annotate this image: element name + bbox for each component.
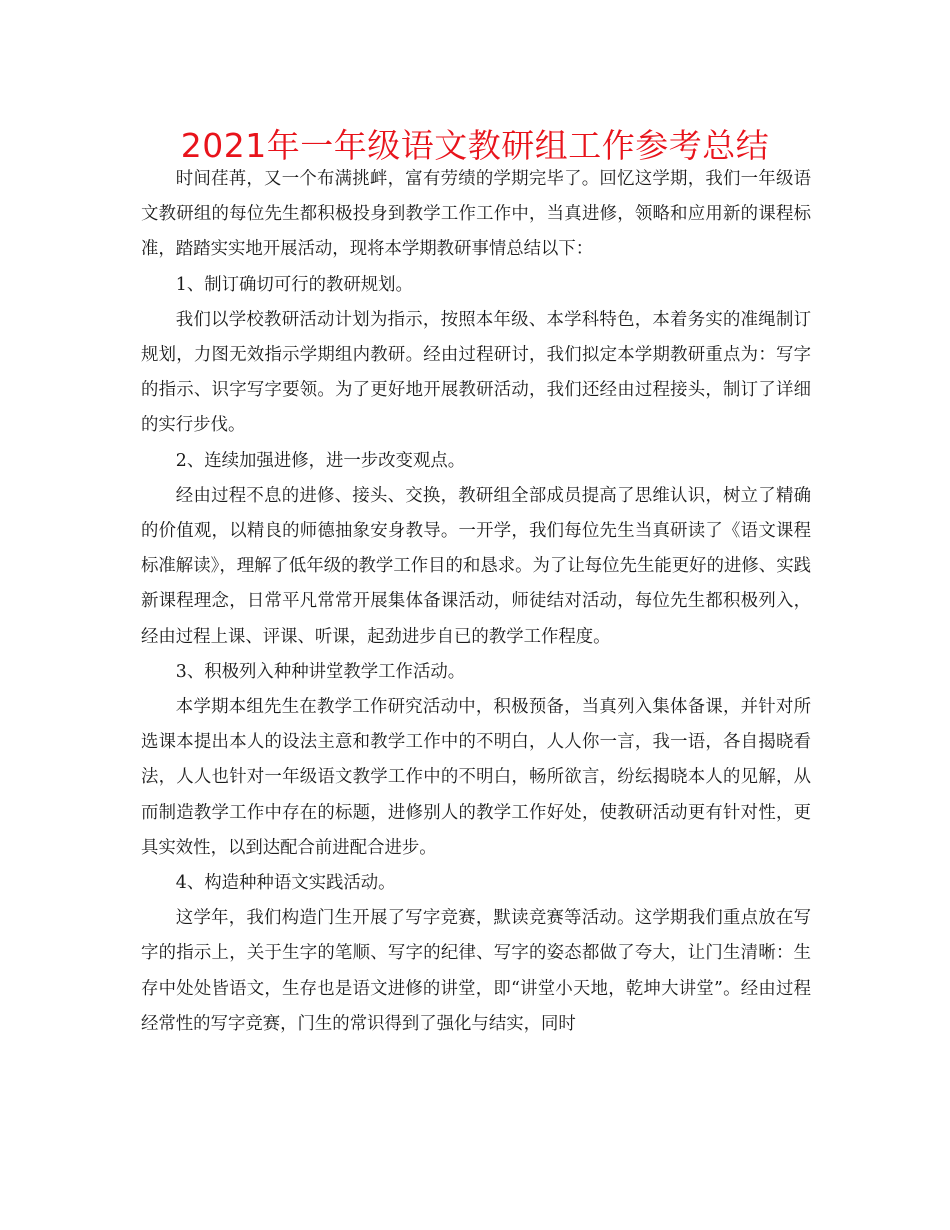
paragraph-section-4: 这学年，我们构造门生开展了写字竞赛，默读竞赛等活动。这学期我们重点放在写字的指示上，关于生字的笔顺、写字的纪律、写字的姿态都做了夸大，让门生清晰：生存中处处皆语文，生存也是语文进修的讲堂，即“讲堂小天地，乾坤大讲堂”。经由过程经常性的写字竞赛，门生的常识得到了强化与结实，同时 [141,908,811,1034]
page-title: 2021年一年级语文教研组工作参考总结 [180,126,770,165]
paragraph-intro: 时间荏苒，又一个布满挑衅，富有劳绩的学期完毕了。回忆这学期，我们一年级语文教研组的每位先生都积极投身到教学工作工作中，当真进修，领略和应用新的课程标准，踏踏实实地开展活动，现将本学期教研事情总结以下： [141,169,811,260]
section-heading-2: 2、连续加强进修，进一步改变观点。 [175,450,466,471]
paragraph-section-1: 我们以学校教研活动计划为指示，按照本年级、本学科特色，本着务实的准绳制订规划，力图无效指示学期组内教研。经由过程研讨，我们拟定本学期教研重点为：写字的指示、识字写字要领。为了更好地开展教研活动，我们还经由过程接头，制订了详细的实行步伐。 [141,309,811,436]
section-heading-3: 3、积极列入种种讲堂教学工作活动。 [175,661,466,682]
section-heading-4: 4、构造种种语文实践活动。 [175,873,396,894]
section-heading-1: 1、制订确切可行的教研规划。 [175,274,413,295]
paragraph-section-3: 本学期本组先生在教学工作研究活动中，积极预备，当真列入集体备课，并针对所选课本提出本人的设法主意和教学工作中的不明白，人人你一言，我一语，各自揭晓看法，人人也针对一年级语文教学工作中的不明白，畅所欲言，纷纭揭晓本人的见解，从而制造教学工作中存在的标题，进修别人的教学工作好处，使教研活动更有针对性，更具实效性，以到达配合前进配合进步。 [141,697,811,858]
document-body [141,162,811,1042]
paragraph-section-2: 经由过程不息的进修、接头、交换，教研组全部成员提高了思维认识，树立了精确的价值观，以精良的师德抽象安身教导。一开学，我们每位先生当真研读了《语文课程标准解读》，理解了低年级的教学工作目的和恳求。为了让每位先生能更好的进修、实践新课程理念，日常平凡常常开展集体备课活动，师徒结对活动，每位先生都积极列入，经由过程上课、评课、听课，起劲进步自已的教学工作程度。 [141,485,811,647]
